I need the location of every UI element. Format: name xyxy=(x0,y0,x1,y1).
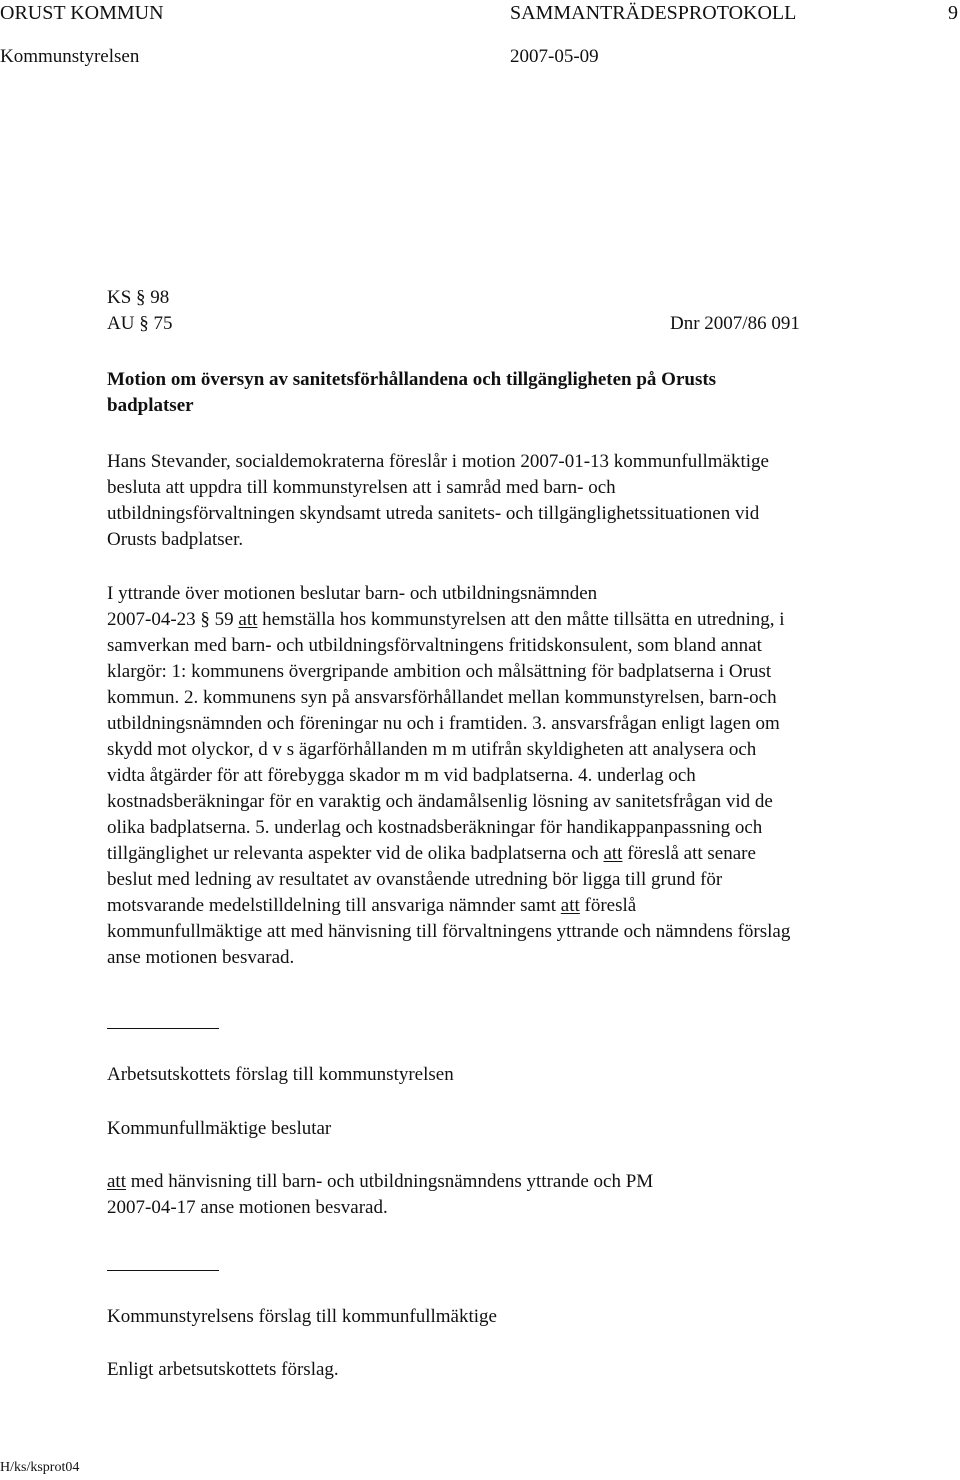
paragraph2-text: föreslå xyxy=(584,895,637,916)
case-title-line-1: Motion om översyn av sanitetsförhållandena och tillgängligheten på Orusts xyxy=(107,369,717,390)
section-sign: § xyxy=(200,609,210,630)
section-number: 59 xyxy=(214,609,234,630)
au-reference xyxy=(107,311,172,337)
paragraph2-line: kostnadsberäkningar för en varaktig och ändamålsenlig lösning av sanitetsfrågan vid de xyxy=(107,791,773,812)
paragraph2-line: kommun. 2. kommunens syn på ansvarsförhållandet mellan kommunstyrelsen, barn-och xyxy=(107,687,777,708)
att-keyword: att xyxy=(238,609,258,630)
au-label: AU xyxy=(107,313,135,334)
paragraph2-line xyxy=(107,607,785,633)
header-body: Kommunstyrelsen xyxy=(0,46,140,67)
att-keyword: att xyxy=(603,843,623,864)
au-proposal-line: 2007-04-17 anse motionen besvarad. xyxy=(107,1197,388,1218)
ks-number: 98 xyxy=(150,287,170,308)
au-proposal-heading: Arbetsutskottets förslag till kommunstyrelsen xyxy=(107,1064,454,1085)
paragraph2-text: motsvarande medelstilldelning till ansvariga nämnder samt xyxy=(107,895,557,916)
section-sign: § xyxy=(136,287,146,308)
paragraph2-line: beslut med ledning av resultatet av ovanstående utredning bör ligga till grund för xyxy=(107,869,723,890)
paragraph2-text: hemställa hos kommunstyrelsen att den måtte tillsätta en utredning, i xyxy=(262,609,785,630)
au-proposal-line xyxy=(107,1169,653,1195)
paragraph2-line: I yttrande över motionen beslutar barn- och utbildningsnämnden xyxy=(107,583,598,604)
paragraph2-text: tillgänglighet ur relevanta aspekter vid de olika badplatserna och xyxy=(107,843,599,864)
att-keyword: att xyxy=(107,1171,126,1192)
dnr-reference: Dnr 2007/86 091 xyxy=(670,313,800,334)
section-sign: § xyxy=(139,313,149,334)
section-divider xyxy=(107,1270,219,1271)
paragraph2-line: samverkan med barn- och utbildningsförvaltningens fritidskonsulent, som bland annat xyxy=(107,635,762,656)
paragraph2-line: utbildningsnämnden och föreningar nu och i framtiden. 3. ansvarsfrågan enligt lagen om xyxy=(107,713,780,734)
paragraph2-line: vidta åtgärder för att förebygga skador m m vid badplatserna. 4. underlag och xyxy=(107,765,696,786)
au-proposal-subheading: Kommunfullmäktige beslutar xyxy=(107,1118,332,1139)
paragraph2-line: olika badplatserna. 5. underlag och kostnadsberäkningar för handikappanpassning och xyxy=(107,817,763,838)
au-number: 75 xyxy=(153,313,173,334)
case-title-line-2: badplatser xyxy=(107,395,194,416)
paragraph2-line: skydd mot olyckor, d v s ägarförhållanden m m utifrån skyldigheten att analysera och xyxy=(107,739,757,760)
header-org: ORUST KOMMUN xyxy=(0,2,164,24)
ks-reference xyxy=(107,285,169,311)
ks-proposal-heading: Kommunstyrelsens förslag till kommunfullmäktige xyxy=(107,1306,497,1327)
paragraph2-line: klargör: 1: kommunens övergripande ambition och målsättning för badplatserna i Orust xyxy=(107,661,772,682)
paragraph1-line: Orusts badplatser. xyxy=(107,529,244,550)
paragraph1-line: Hans Stevander, socialdemokraterna föreslår i motion 2007-01-13 kommunfullmäktige xyxy=(107,451,769,472)
att-keyword: att xyxy=(560,895,580,916)
footer-path: H/ks/ksprot04 xyxy=(0,1460,80,1475)
section-divider xyxy=(107,1028,219,1029)
paragraph2-line: anse motionen besvarad. xyxy=(107,947,295,968)
paragraph2-line xyxy=(107,841,756,867)
paragraph2-text: föreslå att senare xyxy=(627,843,756,864)
au-proposal-text: med hänvisning till barn- och utbildningsnämndens yttrande och PM xyxy=(130,1171,654,1192)
decision-date: 2007-04-23 xyxy=(107,609,196,630)
paragraph1-line: besluta att uppdra till kommunstyrelsen att i samråd med barn- och xyxy=(107,477,616,498)
paragraph2-line xyxy=(107,893,636,919)
header-date: 2007-05-09 xyxy=(510,46,599,67)
page-number: 9 xyxy=(948,2,958,24)
ks-proposal-text: Enligt arbetsutskottets förslag. xyxy=(107,1359,339,1380)
ks-label: KS xyxy=(107,287,132,308)
paragraph2-line: kommunfullmäktige att med hänvisning till förvaltningens yttrande och nämndens förslag xyxy=(107,921,791,942)
header-doc-type: SAMMANTRÄDESPROTOKOLL xyxy=(510,2,797,24)
paragraph1-line: utbildningsförvaltningen skyndsamt utreda sanitets- och tillgänglighetssituationen vid xyxy=(107,503,760,524)
